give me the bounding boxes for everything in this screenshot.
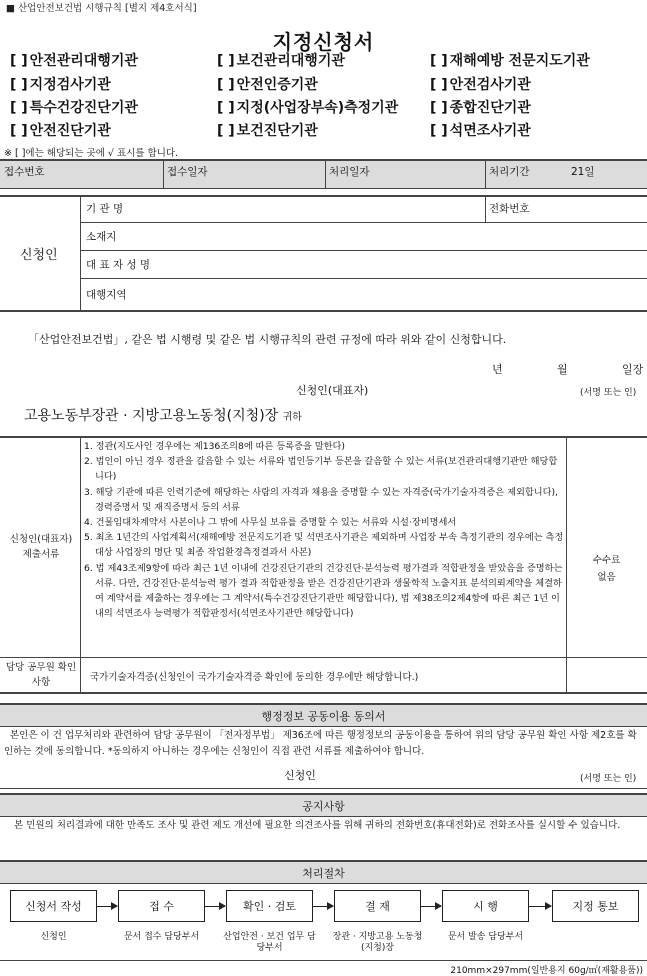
required-docs-label: 신청인(대표자) 제출서류: [9, 534, 73, 560]
applicant-label: 신청인: [20, 248, 58, 263]
date-day: 일장: [622, 363, 644, 376]
receipt-date-label: 접수일자: [167, 166, 208, 178]
option-3[interactable]: [430, 50, 590, 70]
option-label: 석면조사기관: [449, 123, 531, 139]
option-checkbox[interactable]: [ ]: [430, 53, 448, 69]
option-checkbox[interactable]: [ ]: [217, 123, 235, 139]
option-11[interactable]: [217, 120, 318, 140]
option-checkbox[interactable]: [ ]: [217, 53, 235, 69]
option-label: 종합진단기관: [449, 100, 531, 116]
option-4[interactable]: [10, 74, 111, 94]
option-checkbox[interactable]: [ ]: [10, 100, 28, 116]
notice-title: 공지사항: [302, 800, 345, 813]
flow-arrow: [205, 906, 225, 907]
option-checkbox[interactable]: [ ]: [10, 53, 28, 69]
option-checkbox[interactable]: [ ]: [217, 100, 235, 116]
signer-label: 신청인(대표자): [296, 384, 369, 397]
option-label: 재해예방 전문지도기관: [449, 53, 590, 69]
fee-value: 없음: [597, 572, 616, 583]
consent-text: 본인은 이 건 업무처리와 관련하여 담당 공무원이 「전자정부법」 제36조에 따른 행정정보의 공동이용을 통하여 위의 담당 공무원 확인 사항 제2호를 확인하는 것에 동의합니다. *동의하지 아니하는 경우에는 신청인이 직접 관련 서류를 제출하여야 합니다.: [4, 730, 637, 757]
processing-date-label: 처리일자: [329, 166, 370, 178]
procedure-step-owner: 장관 · 지방고용 노동청(지청)장: [332, 932, 423, 953]
checkbox-note: ※ [ ]에는 해당되는 곳에 √ 표시를 합니다.: [4, 148, 179, 159]
form-reference: ■ 산업안전보건법 시행규칙 [별지 제4호서식]: [6, 3, 197, 14]
addressee: 고용노동부장관 · 지방고용노동청(지청)장 귀하: [24, 408, 302, 424]
option-2[interactable]: [217, 50, 345, 70]
service-region-label: 대행지역: [86, 289, 127, 301]
flow-arrow: [529, 906, 551, 907]
procedure-step-owner: 신청인: [40, 932, 67, 942]
addressee-suffix: 귀하: [282, 412, 302, 423]
declaration-text: 「산업안전보건법」, 같은 법 시행령 및 같은 법 시행규칙의 관련 규정에 따라 위와 같이 신청합니다.: [28, 333, 507, 346]
option-1[interactable]: [10, 50, 138, 70]
option-10[interactable]: [10, 120, 111, 140]
option-7[interactable]: [10, 97, 138, 117]
officer-check-item: 국가기술자격증(신청인이 국가기술자격증 확인에 동의한 경우에만 해당합니다.): [90, 672, 419, 683]
required-doc-item: 4. 건물임대차계약서 사본이나 그 밖에 사무실 보유를 증명할 수 있는 서류와 시설·장비명세서: [84, 517, 457, 529]
sign-hint: (서명 또는 인): [580, 388, 637, 398]
option-checkbox[interactable]: [ ]: [217, 77, 235, 93]
consent-title: 행정정보 공동이용 동의서: [261, 710, 386, 723]
option-label: 안전진단기관: [29, 123, 111, 139]
option-label: 특수건강진단기관: [29, 100, 138, 116]
procedure-step: 확인 · 검토: [226, 890, 313, 922]
option-checkbox[interactable]: [ ]: [430, 100, 448, 116]
procedure-step-owner: 문서 접수 담당부서: [123, 932, 200, 942]
procedure-title: 처리절차: [302, 867, 345, 880]
option-9[interactable]: [430, 97, 531, 117]
required-doc-item: 1. 정관(지도사인 경우에는 제136조의8에 따른 등록증을 말한다): [84, 441, 345, 452]
consent-signer: 신청인: [284, 769, 316, 782]
procedure-step: 시 행: [442, 890, 529, 922]
officer-check-label: 담당 공무원 확인사항: [5, 662, 77, 688]
flow-arrow: [97, 906, 117, 907]
required-docs-list: [84, 439, 564, 621]
option-label: 안전인증기관: [236, 77, 318, 93]
required-doc-item: 3. 해당 기관에 따른 인력기준에 해당하는 사람의 자격과 채용을 증명할 수 있는 자격증(국가기술자격증은 제외합니다), 경력증명서 및 재직증명서 등의 서류: [84, 486, 558, 513]
flow-arrow: [313, 906, 333, 907]
option-label: 보건진단기관: [236, 123, 318, 139]
procedure-step: 신청서 작성: [10, 890, 97, 922]
procedure-step-owner: 문서 발송 담당부서: [447, 932, 524, 942]
form-title: 지정신청서: [272, 30, 375, 54]
fee-label: 수수료: [592, 555, 621, 566]
phone-label: 전화번호: [489, 203, 530, 215]
option-label: 안전검사기관: [449, 77, 531, 93]
notice-text: 본 민원의 처리결과에 대한 만족도 조사 및 관련 제도 개선에 필요한 의견조사를 위해 귀하의 전화번호(휴대전화)로 전화조사를 실시할 수 있습니다.: [14, 820, 621, 831]
option-label: 보건관리대행기관: [236, 53, 345, 69]
org-name-label: 기 관 명: [86, 203, 124, 215]
option-label: 지정검사기관: [29, 77, 111, 93]
option-5[interactable]: [217, 74, 318, 94]
option-checkbox[interactable]: [ ]: [10, 77, 28, 93]
option-label: 지정(사업장부속)측정기관: [236, 100, 399, 116]
address-label: 소재지: [86, 231, 117, 243]
required-doc-item: 6. 법 제43조제9항에 따라 최근 1년 이내에 건강진단기관의 건강진단·분석능력 평가결과 적합판정을 받았음을 증명하는 서류. 다만, 건강진단·분석능력 평가 결과 적합판정을 받은 건강진단기관과 생물학적 노출지표 분석의뢰계약을 체결하여 계약서를 제출하는 경우에는 그 계약서(특수건강진단기관만 해당합니다), 법 제38조의2제4항에 따른 최근 1년 이내의 석면조사 능력평가 적합판정서(석면조사기관만 해당합니다): [84, 562, 563, 620]
consent-sign-hint: (서명 또는 인): [580, 774, 637, 784]
option-checkbox[interactable]: [ ]: [430, 77, 448, 93]
option-12[interactable]: [430, 120, 531, 140]
option-label: 안전관리대행기관: [29, 53, 138, 69]
processing-period-label: 처리기간: [489, 166, 530, 178]
procedure-step: 접 수: [118, 890, 205, 922]
option-checkbox[interactable]: [ ]: [430, 123, 448, 139]
required-doc-item: 2. 법인이 아닌 경우 정관을 갈음할 수 있는 서류와 법인등기부 등본을 갈음할 수 있는 서류(보건관리대행기관만 해당합니다): [84, 456, 558, 483]
processing-period-value: 21일: [571, 166, 595, 178]
procedure-step: 결 재: [334, 890, 421, 922]
option-8[interactable]: [217, 97, 398, 117]
procedure-step: 지정 통보: [552, 890, 639, 922]
receipt-number-label: 접수번호: [4, 166, 45, 178]
paper-size-footer: 210mm×297mm(일반용지 60g/㎡(재활용품)): [450, 966, 643, 976]
option-checkbox[interactable]: [ ]: [10, 123, 28, 139]
representative-label: 대 표 자 성 명: [86, 259, 151, 271]
date-year: 년: [492, 363, 503, 376]
date-month: 월: [557, 363, 568, 376]
required-doc-item: 5. 최초 1년간의 사업계획서(재해예방 전문지도기관 및 석면조사기관은 제외하며 사업장 부속 측정기관의 경우에는 측정대상 사업장의 명단 및 최종 작업환경측정결과서 사본): [84, 532, 564, 559]
flow-arrow: [421, 906, 441, 907]
procedure-step-owner: 산업안전 · 보건 업무 담당부서: [223, 932, 316, 953]
option-6[interactable]: [430, 74, 531, 94]
